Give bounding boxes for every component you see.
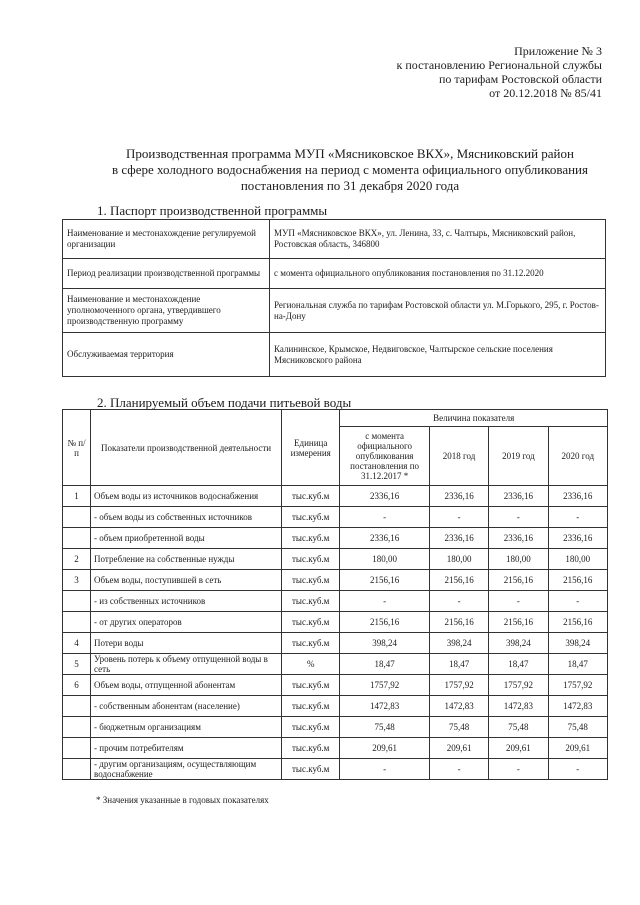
row-value: - <box>489 507 548 528</box>
row-value: - <box>548 507 607 528</box>
table-row <box>63 259 606 289</box>
title-line: постановления по 31 декабря 2020 года <box>240 178 460 193</box>
row-value: 398,24 <box>340 633 430 654</box>
row-number <box>63 507 91 528</box>
row-value: 2156,16 <box>429 570 488 591</box>
row-name: - из собственных источников <box>91 591 282 612</box>
row-value: 75,48 <box>548 717 607 738</box>
table-row <box>63 507 608 528</box>
row-value: 2336,16 <box>548 486 607 507</box>
row-value: 1757,92 <box>429 675 488 696</box>
row-value: - <box>429 759 488 780</box>
passport-label: Обслуживаемая территория <box>63 333 270 377</box>
document-title <box>70 146 630 194</box>
row-value: - <box>489 591 548 612</box>
row-unit: тыс.куб.м <box>282 528 340 549</box>
table-row <box>63 696 608 717</box>
row-unit: % <box>282 654 340 675</box>
volumes-table <box>62 409 608 780</box>
row-value: 1757,92 <box>489 675 548 696</box>
header-period: 2018 год <box>429 427 488 486</box>
row-name: Уровень потерь к объему отпущенной воды в сеть <box>91 654 282 675</box>
row-value: 398,24 <box>429 633 488 654</box>
row-value: 2156,16 <box>489 570 548 591</box>
row-number: 4 <box>63 633 91 654</box>
row-number: 6 <box>63 675 91 696</box>
row-number: 1 <box>63 486 91 507</box>
header-period: с момента официального опубликования постановления по 31.12.2017 * <box>340 427 430 486</box>
row-value: 1472,83 <box>548 696 607 717</box>
row-value: 2156,16 <box>489 612 548 633</box>
table-row <box>63 549 608 570</box>
passport-table <box>62 219 606 377</box>
section-title-volumes: 2. Планируемый объем подачи питьевой воды <box>97 395 352 410</box>
row-value: 2156,16 <box>548 570 607 591</box>
header-unit: Единица измерения <box>282 410 340 486</box>
table-row <box>63 220 606 259</box>
table-header-row <box>63 410 608 427</box>
passport-label: Наименование и местонахождение уполномоченного органа, утвердившего производственную программу <box>63 289 270 333</box>
row-value: - <box>548 759 607 780</box>
row-name: Объем воды, поступившей в сеть <box>91 570 282 591</box>
row-unit: тыс.куб.м <box>282 717 340 738</box>
row-value: 180,00 <box>429 549 488 570</box>
row-value: - <box>340 591 430 612</box>
table-row <box>63 333 606 377</box>
row-value: 2156,16 <box>429 612 488 633</box>
table-row <box>63 717 608 738</box>
row-value: 1757,92 <box>340 675 430 696</box>
row-value: 180,00 <box>340 549 430 570</box>
row-name: Потребление на собственные нужды <box>91 549 282 570</box>
row-unit: тыс.куб.м <box>282 738 340 759</box>
row-number: 3 <box>63 570 91 591</box>
row-unit: тыс.куб.м <box>282 675 340 696</box>
row-value: 18,47 <box>429 654 488 675</box>
passport-value: МУП «Мясниковское ВКХ», ул. Ленина, 33, с. Чалтырь, Мясниковский район, Ростовская область, 346800 <box>270 220 606 259</box>
row-value: 2336,16 <box>340 528 430 549</box>
table-row <box>63 486 608 507</box>
row-number: 5 <box>63 654 91 675</box>
row-number <box>63 759 91 780</box>
header-num: № п/п <box>63 410 91 486</box>
passport-label: Период реализации производственной программы <box>63 259 270 289</box>
row-unit: тыс.куб.м <box>282 549 340 570</box>
row-unit: тыс.куб.м <box>282 612 340 633</box>
row-value: 2336,16 <box>429 486 488 507</box>
row-number <box>63 528 91 549</box>
row-value: 75,48 <box>429 717 488 738</box>
table-row <box>63 759 608 780</box>
row-value: 2156,16 <box>548 612 607 633</box>
row-unit: тыс.куб.м <box>282 486 340 507</box>
row-value: - <box>429 507 488 528</box>
row-value: 1472,83 <box>340 696 430 717</box>
table-row <box>63 675 608 696</box>
appendix-line: от 20.12.2018 № 85/41 <box>489 86 602 100</box>
table-row <box>63 612 608 633</box>
appendix-block <box>322 44 602 100</box>
volumes-body <box>63 486 608 780</box>
table-row <box>63 528 608 549</box>
row-value: 1472,83 <box>489 696 548 717</box>
header-group: Величина показателя <box>340 410 608 427</box>
row-name: - бюджетным организациям <box>91 717 282 738</box>
row-name: Объем воды из источников водоснабжения <box>91 486 282 507</box>
row-value: - <box>548 591 607 612</box>
row-value: 180,00 <box>548 549 607 570</box>
row-value: 2336,16 <box>489 486 548 507</box>
row-number: 2 <box>63 549 91 570</box>
row-name: - другим организациям, осуществляющим водоснабжение <box>91 759 282 780</box>
row-unit: тыс.куб.м <box>282 591 340 612</box>
row-name: Потери воды <box>91 633 282 654</box>
passport-label: Наименование и местонахождение регулируемой организации <box>63 220 270 259</box>
row-value: 2336,16 <box>489 528 548 549</box>
row-value: 209,61 <box>548 738 607 759</box>
appendix-line: к постановлению Региональной службы <box>396 58 602 72</box>
row-name: - объем приобретенной воды <box>91 528 282 549</box>
appendix-line: по тарифам Ростовской области <box>438 72 602 86</box>
row-value: 398,24 <box>489 633 548 654</box>
row-value: 209,61 <box>489 738 548 759</box>
passport-value: Калининское, Крымское, Недвиговское, Чалтырское сельские поселения Мясниковского района <box>270 333 606 377</box>
row-value: 398,24 <box>548 633 607 654</box>
row-unit: тыс.куб.м <box>282 696 340 717</box>
row-value: 18,47 <box>548 654 607 675</box>
title-line: Производственная программа МУП «Мясниковское ВКХ», Мясниковский район <box>126 146 574 161</box>
row-value: 209,61 <box>340 738 430 759</box>
row-number <box>63 738 91 759</box>
appendix-line: Приложение № 3 <box>514 44 602 58</box>
row-number <box>63 612 91 633</box>
row-name: - прочим потребителям <box>91 738 282 759</box>
row-unit: тыс.куб.м <box>282 633 340 654</box>
header-name: Показатели производственной деятельности <box>91 410 282 486</box>
row-name: - объем воды из собственных источников <box>91 507 282 528</box>
row-value: 2156,16 <box>340 570 430 591</box>
table-row <box>63 591 608 612</box>
row-value: 75,48 <box>489 717 548 738</box>
table-row <box>63 289 606 333</box>
row-unit: тыс.куб.м <box>282 759 340 780</box>
row-value: 1472,83 <box>429 696 488 717</box>
row-name: Объем воды, отпущенной абонентам <box>91 675 282 696</box>
row-name: - от других операторов <box>91 612 282 633</box>
row-value: 18,47 <box>340 654 430 675</box>
row-value: 2336,16 <box>429 528 488 549</box>
row-value: - <box>429 591 488 612</box>
row-unit: тыс.куб.м <box>282 507 340 528</box>
row-value: 75,48 <box>340 717 430 738</box>
row-value: 2336,16 <box>548 528 607 549</box>
table-row <box>63 570 608 591</box>
section-title-passport: 1. Паспорт производственной программы <box>97 203 328 218</box>
row-unit: тыс.куб.м <box>282 570 340 591</box>
row-number <box>63 717 91 738</box>
row-name: - собственным абонентам (население) <box>91 696 282 717</box>
table-row <box>63 633 608 654</box>
table-row <box>63 654 608 675</box>
row-number <box>63 696 91 717</box>
passport-value: Региональная служба по тарифам Ростовской области ул. М.Горького, 295, г. Ростов-на-Дону <box>270 289 606 333</box>
header-period: 2019 год <box>489 427 548 486</box>
header-period: 2020 год <box>548 427 607 486</box>
row-value: 2156,16 <box>340 612 430 633</box>
row-value: 2336,16 <box>340 486 430 507</box>
row-number <box>63 591 91 612</box>
row-value: 18,47 <box>489 654 548 675</box>
footnote: * Значения указанные в годовых показателях <box>96 795 269 805</box>
row-value: - <box>340 759 430 780</box>
table-row <box>63 738 608 759</box>
row-value: - <box>340 507 430 528</box>
row-value: - <box>489 759 548 780</box>
title-line: в сфере холодного водоснабжения на период с момента официального опубликования <box>111 162 588 177</box>
row-value: 209,61 <box>429 738 488 759</box>
row-value: 1757,92 <box>548 675 607 696</box>
row-value: 180,00 <box>489 549 548 570</box>
passport-value: с момента официального опубликования постановления по 31.12.2020 <box>270 259 606 289</box>
